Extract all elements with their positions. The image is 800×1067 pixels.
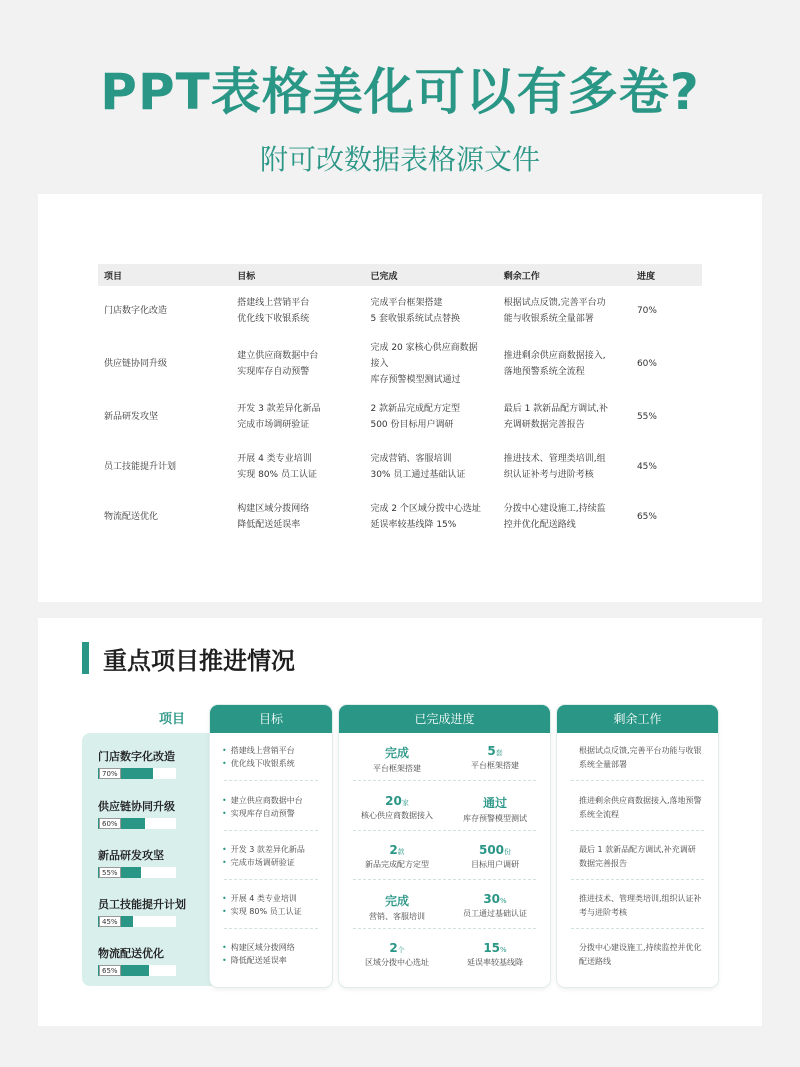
stat-number: 5 [487, 744, 496, 758]
stat-number: 500 [478, 843, 505, 857]
cell-goal [231, 492, 364, 542]
header-project: 项目 [98, 264, 231, 286]
remaining-text: 根据试点反馈,完善平台功能与收银系统全量部署 [579, 746, 702, 769]
stat-unit: 份 [504, 848, 512, 856]
remaining-text: 推进剩余供应商数据接入,落地预警系统全流程 [579, 796, 702, 819]
cell-progress: 70% [636, 306, 657, 316]
cell-line: 充调研数据完善报告 [503, 420, 585, 430]
stat-block [451, 941, 539, 968]
goal-bullets [222, 843, 305, 869]
stat-value [353, 843, 441, 857]
remaining-column [557, 705, 718, 987]
cell-goal [231, 286, 364, 336]
progress-bar [98, 818, 176, 829]
stat-value [353, 941, 441, 955]
table-row [98, 442, 702, 492]
goal-item: • 建立供应商数据中台 [222, 794, 303, 807]
stat-unit: 套 [495, 749, 503, 757]
stat-value [353, 794, 441, 808]
cell-line: 落地预警系统全流程 [503, 367, 585, 377]
remaining-column-header: 剩余工作 [557, 705, 718, 733]
goal-bullets [222, 892, 302, 918]
stat-number: 完成 [384, 746, 409, 760]
goal-item: • 降低配送延误率 [222, 954, 295, 967]
header-goal: 目标 [231, 264, 364, 286]
plain-table-card [38, 194, 762, 602]
project-column-header: 项目 [158, 712, 185, 727]
cell-line: 完成营销、客服培训 [370, 454, 452, 464]
stat-label: 延误率较基线降 [467, 958, 523, 967]
goal-column-header: 目标 [210, 705, 332, 733]
stat-number: 2 [389, 843, 398, 857]
header-remaining: 剩余工作 [498, 264, 631, 286]
row-divider [571, 879, 704, 880]
stat-block [353, 892, 441, 922]
table-row [98, 492, 702, 542]
cell-goal [231, 442, 364, 492]
stat-unit: 款 [397, 848, 405, 856]
project-name: 物流配送优化 [98, 947, 164, 960]
goal-item: • 实现 80% 员工认证 [222, 905, 302, 918]
stat-block [451, 843, 539, 870]
row-divider [571, 780, 704, 781]
stat-label: 员工通过基础认证 [463, 909, 527, 918]
project-name: 员工技能提升计划 [98, 898, 186, 911]
row-divider [571, 928, 704, 929]
cell-line: 实现库存自动预警 [237, 367, 310, 377]
remaining-text: 最后 1 款新品配方调试,补充调研数据完善报告 [579, 845, 696, 868]
progress-label: 70% [99, 768, 121, 779]
row-divider [353, 780, 536, 781]
cell-line: 搭建线上营销平台 [237, 298, 310, 308]
goal-item: • 搭建线上营销平台 [222, 744, 295, 757]
stat-block [353, 941, 441, 968]
stat-unit: 家 [401, 799, 409, 807]
progress-bar [98, 965, 176, 976]
cell-done [364, 336, 497, 392]
row-divider [224, 780, 318, 781]
cell-progress: 65% [636, 512, 657, 522]
cell-line: 织认证补考与进阶考核 [503, 470, 594, 480]
cell-done [364, 492, 497, 542]
cell-line: 推进剩余供应商数据接入, [503, 351, 606, 361]
stat-block [353, 843, 441, 870]
table-header-row [98, 264, 702, 286]
cell-line: 分拨中心建设施工,持续监 [503, 504, 606, 514]
stat-value [451, 843, 539, 857]
goal-item: • 开展 4 类专业培训 [222, 892, 302, 905]
cell-goal [231, 336, 364, 392]
cell-remaining [498, 336, 631, 392]
stat-label: 新品完成配方定型 [365, 860, 429, 869]
cell-remaining [498, 442, 631, 492]
cell-line: 能与收银系统全量部署 [503, 314, 594, 324]
progress-bar [98, 768, 176, 779]
remaining-text: 分拨中心建设施工,持续监控并优化配送路线 [579, 943, 702, 966]
stat-block [451, 794, 539, 824]
stat-value [353, 744, 441, 761]
cell-project: 物流配送优化 [104, 512, 159, 522]
cell-remaining [498, 492, 631, 542]
cell-progress: 45% [636, 462, 657, 472]
cell-line: 开发 3 款差异化新品 [237, 404, 321, 414]
done-column-header: 已完成进度 [339, 705, 550, 733]
subtitle: 附可改数据表格源文件 [259, 143, 540, 176]
goal-column [210, 705, 332, 987]
cell-progress: 60% [636, 359, 657, 369]
project-name: 门店数字化改造 [98, 750, 175, 763]
plain-table [98, 264, 702, 542]
progress-label: 45% [99, 916, 121, 927]
cell-line: 完成 2 个区域分拨中心选址 [370, 504, 481, 514]
row-divider [353, 879, 536, 880]
goal-bullets [222, 941, 295, 967]
stat-label: 库存预警模型测试 [463, 814, 527, 823]
progress-bar [98, 867, 176, 878]
stat-number: 2 [389, 941, 398, 955]
cell-remaining [498, 392, 631, 442]
goal-item: • 优化线下收银系统 [222, 757, 295, 770]
cell-line: 根据试点反馈,完善平台功 [503, 298, 606, 308]
stat-unit: % [500, 946, 507, 954]
cell-line: 接入 [370, 359, 389, 369]
cell-line: 推进技术、管理类培训,组 [503, 454, 606, 464]
goal-bullets [222, 794, 303, 820]
stat-label: 平台框架搭建 [373, 764, 421, 773]
table-row [98, 392, 702, 442]
cell-line: 完成市场调研验证 [237, 420, 310, 430]
stat-number: 15 [483, 941, 501, 955]
goal-item: • 完成市场调研验证 [222, 856, 305, 869]
stat-number: 30 [483, 892, 501, 906]
cell-done [364, 442, 497, 492]
stat-value [451, 941, 539, 955]
project-name: 供应链协同升级 [98, 800, 175, 813]
goal-item: • 构建区域分拨网络 [222, 941, 295, 954]
cell-line: 500 份目标用户调研 [370, 420, 454, 430]
goal-bullets [222, 744, 295, 770]
stat-number: 20 [385, 794, 402, 808]
row-divider [353, 830, 536, 831]
remaining-text: 推进技术、管理类培训,组织认证补考与进阶考核 [579, 894, 702, 917]
stat-label: 平台框架搭建 [471, 761, 519, 770]
done-column [339, 705, 550, 987]
cell-project: 门店数字化改造 [104, 306, 168, 316]
stat-number: 完成 [384, 894, 409, 908]
cell-goal [231, 392, 364, 442]
cell-done [364, 286, 497, 336]
cell-project: 新品研发攻坚 [104, 412, 159, 422]
stat-block [353, 794, 441, 821]
cell-line: 最后 1 款新品配方调试,补 [503, 404, 609, 414]
stat-number: 通过 [482, 796, 507, 810]
stat-unit: 个 [397, 946, 405, 954]
main-title: PPT表格美化可以有多卷? [100, 63, 700, 121]
stat-block [451, 744, 539, 771]
stat-value [353, 892, 441, 909]
stat-label: 营销、客服培训 [369, 912, 425, 921]
project-name: 新品研发攻坚 [98, 849, 164, 862]
cell-line: 优化线下收银系统 [237, 314, 310, 324]
table-row [98, 336, 702, 392]
stat-label: 核心供应商数据接入 [361, 811, 433, 820]
stat-unit: % [500, 897, 507, 905]
section-accent-bar [82, 642, 89, 674]
cell-project: 员工技能提升计划 [104, 462, 177, 472]
cell-line: 2 款新品完成配方定型 [370, 404, 461, 414]
cell-line: 实现 80% 员工认证 [237, 470, 317, 480]
goal-item: • 实现库存自动预警 [222, 807, 303, 820]
cell-line: 建立供应商数据中台 [237, 351, 319, 361]
cell-line: 延误率较基线降 15% [370, 520, 457, 530]
table-row [98, 286, 702, 336]
cell-line: 降低配送延误率 [237, 520, 301, 530]
stat-value [451, 744, 539, 758]
stat-block [451, 892, 539, 919]
cell-line: 构建区域分拨网络 [237, 504, 310, 514]
cell-line: 完成 20 家核心供应商数据 [370, 343, 478, 353]
row-divider [571, 830, 704, 831]
cell-line: 完成平台框架搭建 [370, 298, 443, 308]
header-progress: 进度 [631, 264, 702, 286]
cell-line: 30% 员工通过基础认证 [370, 470, 466, 480]
row-divider [224, 879, 318, 880]
section-title: 重点项目推进情况 [103, 646, 295, 675]
stat-block [353, 744, 441, 774]
progress-label: 65% [99, 965, 121, 976]
stat-label: 目标用户调研 [471, 860, 519, 869]
section-heading [82, 642, 295, 674]
cell-done [364, 392, 497, 442]
goal-item: • 开发 3 款差异化新品 [222, 843, 305, 856]
stat-value [451, 892, 539, 906]
header-done: 已完成 [364, 264, 497, 286]
cell-remaining [498, 286, 631, 336]
progress-label: 55% [99, 867, 121, 878]
cell-line: 控并优化配送路线 [503, 520, 576, 530]
progress-bar [98, 916, 176, 927]
styled-section-card [38, 618, 762, 1026]
cell-progress: 55% [636, 412, 657, 422]
stat-label: 区域分拨中心选址 [365, 958, 429, 967]
cell-line: 5 套收银系统试点替换 [370, 314, 461, 324]
cell-line: 库存预警模型测试通过 [370, 375, 461, 385]
row-divider [224, 830, 318, 831]
stat-value [451, 794, 539, 811]
progress-label: 60% [99, 818, 121, 829]
row-divider [224, 928, 318, 929]
cell-line: 开展 4 类专业培训 [237, 454, 312, 464]
row-divider [353, 928, 536, 929]
cell-project: 供应链协同升级 [104, 359, 168, 369]
